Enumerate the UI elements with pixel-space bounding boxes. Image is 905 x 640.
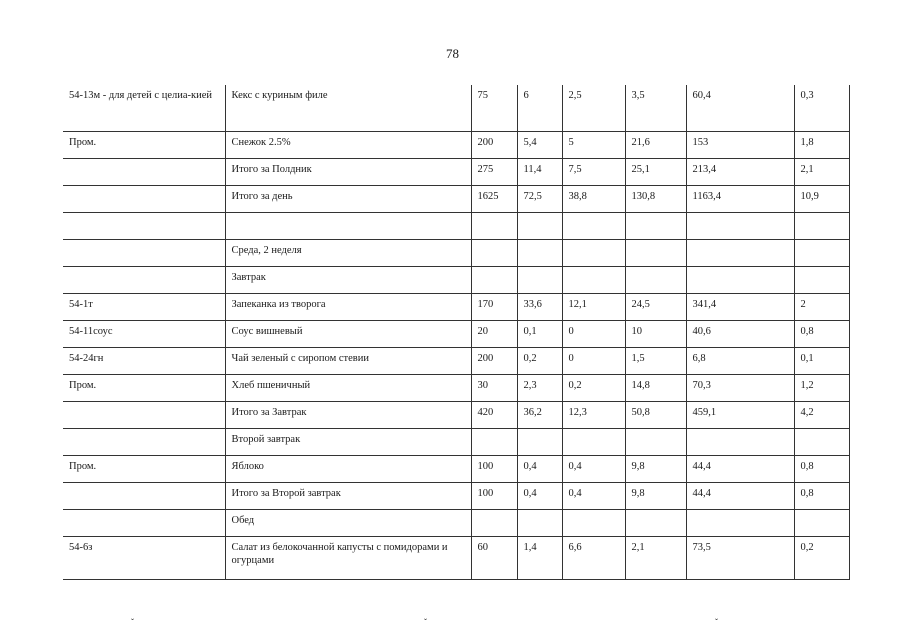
weight-cell: 30 — [471, 374, 517, 401]
dish-cell: Среда, 2 неделя — [225, 239, 471, 266]
weight-cell: 200 — [471, 347, 517, 374]
protein-cell: 2,3 — [517, 374, 562, 401]
energy-cell: 6,8 — [686, 347, 794, 374]
table-row — [63, 158, 849, 185]
table-row — [63, 85, 849, 131]
fat-cell: 12,3 — [562, 401, 625, 428]
weight-cell: 75 — [471, 85, 517, 131]
dish-cell: Итого за Завтрак — [225, 401, 471, 428]
dish-cell: Снежок 2.5% — [225, 131, 471, 158]
energy-cell — [686, 509, 794, 536]
energy-cell: 1163,4 — [686, 185, 794, 212]
dish-cell: Чай зеленый с сиропом стевии — [225, 347, 471, 374]
vitamin-cell: 0,1 — [794, 347, 849, 374]
vitamin-cell — [794, 428, 849, 455]
carbs-cell: 24,5 — [625, 293, 686, 320]
fat-cell — [562, 266, 625, 293]
protein-cell — [517, 212, 562, 239]
table-row — [63, 293, 849, 320]
dish-cell: Яблоко — [225, 455, 471, 482]
vitamin-cell — [794, 266, 849, 293]
code-cell — [63, 509, 225, 536]
dish-cell: Итого за день — [225, 185, 471, 212]
energy-cell — [686, 239, 794, 266]
code-cell: 54-13м - для детей с целиа-кией — [63, 85, 225, 131]
code-cell: Пром. — [63, 131, 225, 158]
scan-mark: ˇ — [424, 617, 427, 627]
weight-cell: 200 — [471, 131, 517, 158]
weight-cell: 275 — [471, 158, 517, 185]
energy-cell: 44,4 — [686, 482, 794, 509]
weight-cell — [471, 266, 517, 293]
vitamin-cell: 1,2 — [794, 374, 849, 401]
dish-cell: Итого за Второй завтрак — [225, 482, 471, 509]
dish-cell: Завтрак — [225, 266, 471, 293]
weight-cell: 170 — [471, 293, 517, 320]
vitamin-cell — [794, 212, 849, 239]
protein-cell — [517, 266, 562, 293]
carbs-cell: 14,8 — [625, 374, 686, 401]
code-cell: 54-11соус — [63, 320, 225, 347]
carbs-cell — [625, 212, 686, 239]
code-cell — [63, 266, 225, 293]
protein-cell: 5,4 — [517, 131, 562, 158]
fat-cell: 2,5 — [562, 85, 625, 131]
fat-cell: 0 — [562, 320, 625, 347]
code-cell — [63, 401, 225, 428]
code-cell: 54-1т — [63, 293, 225, 320]
fat-cell — [562, 212, 625, 239]
weight-cell — [471, 509, 517, 536]
code-cell: 54-6з — [63, 536, 225, 579]
weight-cell — [471, 428, 517, 455]
carbs-cell — [625, 239, 686, 266]
carbs-cell: 9,8 — [625, 455, 686, 482]
table-row — [63, 374, 849, 401]
fat-cell — [562, 428, 625, 455]
protein-cell: 0,4 — [517, 482, 562, 509]
table-row — [63, 401, 849, 428]
weight-cell: 60 — [471, 536, 517, 579]
energy-cell: 40,6 — [686, 320, 794, 347]
vitamin-cell: 0,8 — [794, 320, 849, 347]
fat-cell: 0,2 — [562, 374, 625, 401]
vitamin-cell: 10,9 — [794, 185, 849, 212]
code-cell: Пром. — [63, 374, 225, 401]
vitamin-cell — [794, 239, 849, 266]
protein-cell: 33,6 — [517, 293, 562, 320]
vitamin-cell: 0,2 — [794, 536, 849, 579]
table-row — [63, 455, 849, 482]
carbs-cell — [625, 428, 686, 455]
table-row — [63, 482, 849, 509]
energy-cell: 70,3 — [686, 374, 794, 401]
code-cell: 54-24гн — [63, 347, 225, 374]
dish-cell: Салат из белокочанной капусты с помидорами и огурцами — [225, 536, 471, 579]
fat-cell: 5 — [562, 131, 625, 158]
code-cell — [63, 185, 225, 212]
dish-cell: Второй завтрак — [225, 428, 471, 455]
energy-cell: 60,4 — [686, 85, 794, 131]
fat-cell: 38,8 — [562, 185, 625, 212]
energy-cell — [686, 266, 794, 293]
page-number: 78 — [446, 46, 459, 61]
weight-cell — [471, 239, 517, 266]
code-cell: Пром. — [63, 455, 225, 482]
protein-cell: 36,2 — [517, 401, 562, 428]
fat-cell — [562, 239, 625, 266]
menu-table — [63, 85, 850, 580]
fat-cell: 12,1 — [562, 293, 625, 320]
table-row — [63, 428, 849, 455]
table-row — [63, 536, 849, 579]
carbs-cell: 10 — [625, 320, 686, 347]
fat-cell: 0,4 — [562, 455, 625, 482]
table-row — [63, 239, 849, 266]
protein-cell — [517, 509, 562, 536]
vitamin-cell: 1,8 — [794, 131, 849, 158]
table-row — [63, 347, 849, 374]
code-cell — [63, 239, 225, 266]
carbs-cell — [625, 266, 686, 293]
carbs-cell: 1,5 — [625, 347, 686, 374]
vitamin-cell: 0,8 — [794, 482, 849, 509]
dish-cell: Запеканка из творога — [225, 293, 471, 320]
weight-cell — [471, 212, 517, 239]
table-row — [63, 131, 849, 158]
energy-cell: 44,4 — [686, 455, 794, 482]
energy-cell — [686, 428, 794, 455]
carbs-cell: 25,1 — [625, 158, 686, 185]
vitamin-cell: 0,8 — [794, 455, 849, 482]
code-cell — [63, 212, 225, 239]
code-cell — [63, 428, 225, 455]
carbs-cell: 130,8 — [625, 185, 686, 212]
table-row — [63, 212, 849, 239]
protein-cell — [517, 428, 562, 455]
scan-mark: ˇ — [715, 617, 718, 627]
carbs-cell: 21,6 — [625, 131, 686, 158]
table-row — [63, 185, 849, 212]
protein-cell: 11,4 — [517, 158, 562, 185]
energy-cell: 73,5 — [686, 536, 794, 579]
table-row — [63, 509, 849, 536]
code-cell — [63, 158, 225, 185]
energy-cell: 341,4 — [686, 293, 794, 320]
dish-cell — [225, 212, 471, 239]
weight-cell: 100 — [471, 482, 517, 509]
fat-cell: 0 — [562, 347, 625, 374]
vitamin-cell: 2 — [794, 293, 849, 320]
dish-cell: Кекс с куриным филе — [225, 85, 471, 131]
weight-cell: 1625 — [471, 185, 517, 212]
dish-cell: Хлеб пшеничный — [225, 374, 471, 401]
energy-cell: 213,4 — [686, 158, 794, 185]
weight-cell: 420 — [471, 401, 517, 428]
vitamin-cell — [794, 509, 849, 536]
fat-cell: 7,5 — [562, 158, 625, 185]
dish-cell: Соус вишневый — [225, 320, 471, 347]
table-body — [63, 85, 849, 579]
protein-cell — [517, 239, 562, 266]
code-cell — [63, 482, 225, 509]
vitamin-cell: 4,2 — [794, 401, 849, 428]
fat-cell: 6,6 — [562, 536, 625, 579]
energy-cell: 153 — [686, 131, 794, 158]
energy-cell — [686, 212, 794, 239]
protein-cell: 0,1 — [517, 320, 562, 347]
protein-cell: 6 — [517, 85, 562, 131]
protein-cell: 0,2 — [517, 347, 562, 374]
vitamin-cell: 2,1 — [794, 158, 849, 185]
carbs-cell — [625, 509, 686, 536]
dish-cell: Итого за Полдник — [225, 158, 471, 185]
fat-cell — [562, 509, 625, 536]
energy-cell: 459,1 — [686, 401, 794, 428]
protein-cell: 1,4 — [517, 536, 562, 579]
carbs-cell: 2,1 — [625, 536, 686, 579]
scan-mark: ˇ — [131, 617, 134, 627]
table-row — [63, 320, 849, 347]
carbs-cell: 9,8 — [625, 482, 686, 509]
weight-cell: 100 — [471, 455, 517, 482]
vitamin-cell: 0,3 — [794, 85, 849, 131]
fat-cell: 0,4 — [562, 482, 625, 509]
carbs-cell: 50,8 — [625, 401, 686, 428]
carbs-cell: 3,5 — [625, 85, 686, 131]
weight-cell: 20 — [471, 320, 517, 347]
table-row — [63, 266, 849, 293]
protein-cell: 0,4 — [517, 455, 562, 482]
dish-cell: Обед — [225, 509, 471, 536]
protein-cell: 72,5 — [517, 185, 562, 212]
